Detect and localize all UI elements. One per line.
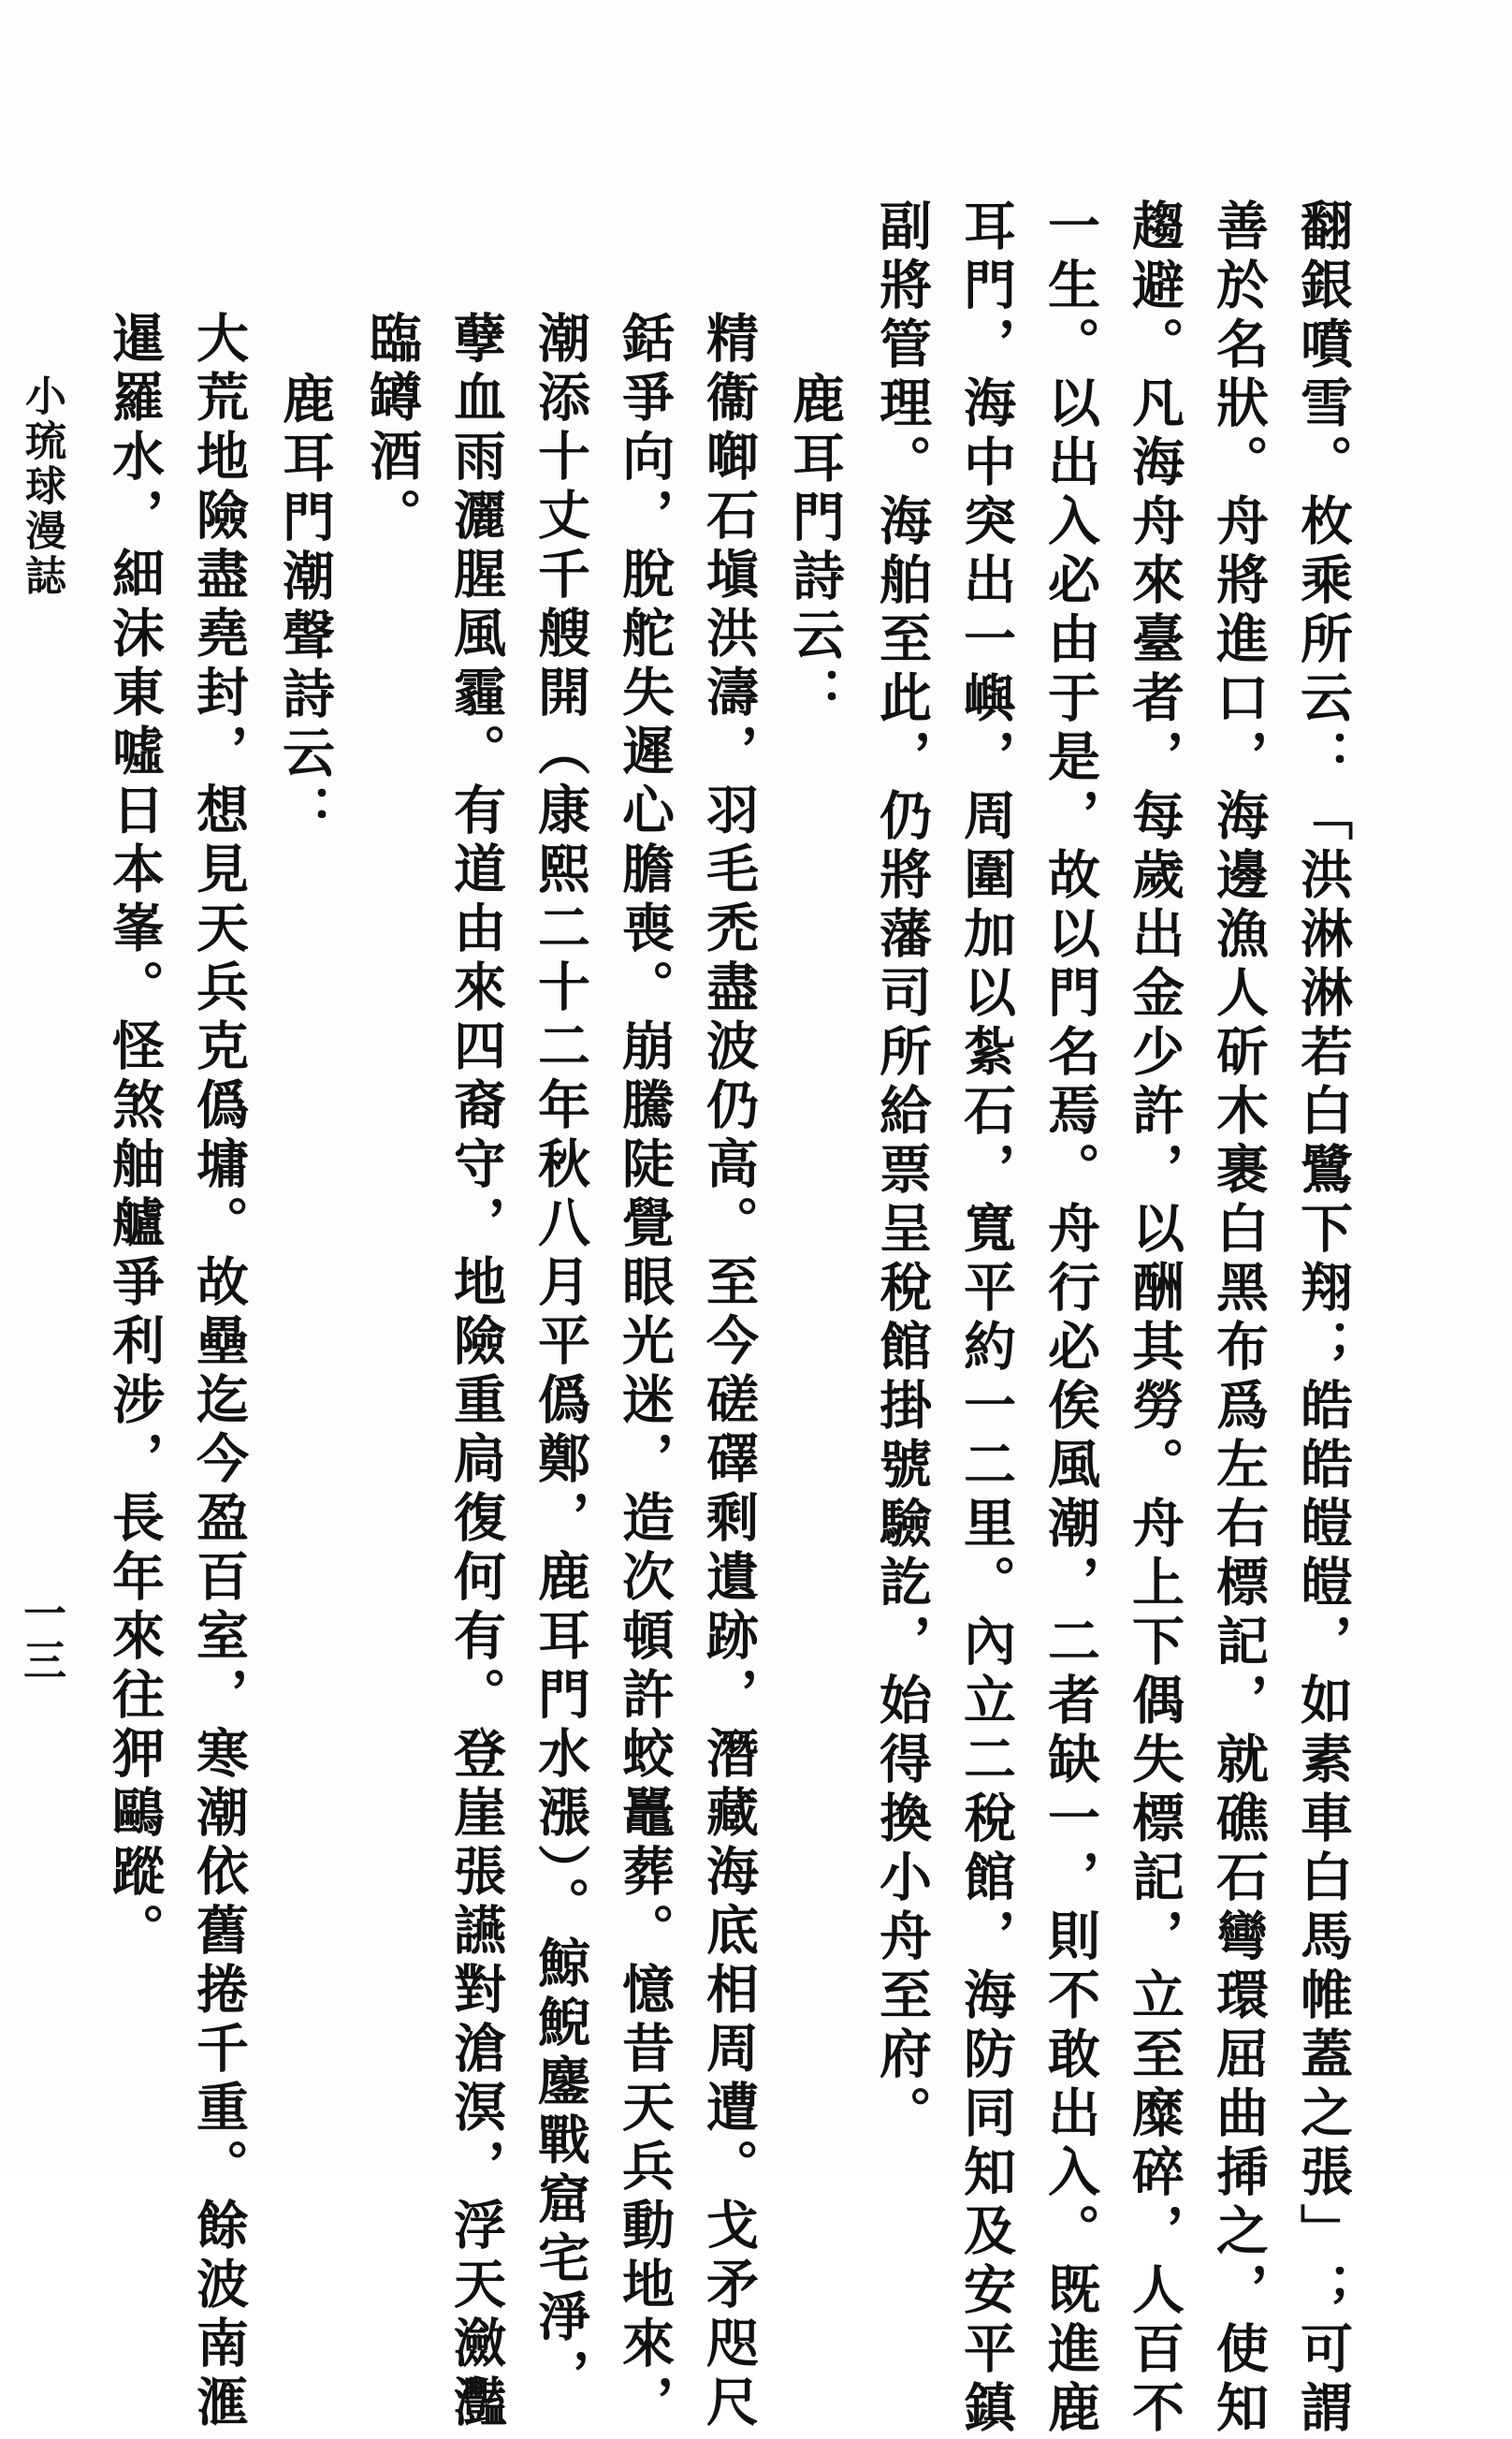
text-column-3: 趨避。凡海舟來臺者，每歲出金少許，以酬其勞。舟上下偶失標記，立至糜碎，人百不 — [1124, 198, 1185, 2439]
text-column-6: 副將管理。海舶至此，仍將藩司所給票呈稅館掛號驗訖，始得換小舟至府。 — [871, 198, 933, 2144]
page-number: 一三 — [17, 1591, 67, 1685]
text-column-10: 潮添十丈千艘開（康熙二十二年秋八月平僞鄭，鹿耳門水漲）。鯨鯢鏖戰窟宅淨， — [530, 311, 591, 2407]
text-column-2: 善於名狀。舟將進口，海邊漁人斫木裹白黑布爲左右標記，就礁石彎環屈曲揷之，使知 — [1208, 198, 1270, 2439]
text-column-4: 一生。以出入必由于是，故以門名焉。舟行必俟風潮，二者缺一，則不敢出入。既進鹿 — [1040, 198, 1101, 2439]
text-column-15: 暹羅水，細沫東噓日本峯。怪煞舳艫爭利涉，長年來往狎鷗蹤。 — [104, 311, 166, 1962]
text-column-5: 耳門，海中突出一嶼，周圍加以紮石，寬平約一二里。內立二稅館，海防同知及安平鎮 — [955, 198, 1017, 2439]
text-column-14: 大荒地險盡堯封，想見天兵克僞墉。故壘迄今盈百室，寒潮依舊捲千重。餘波南滙 — [188, 311, 250, 2433]
poem-title-2: 鹿耳門潮聲詩云： — [274, 372, 336, 843]
text-column-12: 臨罇酒。 — [361, 311, 423, 547]
text-column-9: 銛爭向，脫舵失遲心膽喪。崩騰陡覺眼光迷，造次頓許蛟鼉葬。憶昔天兵動地來， — [614, 311, 676, 2433]
poem-title-1: 鹿耳門詩云： — [784, 372, 846, 725]
text-column-1: 翻銀噴雪。枚乘所云：「洪淋淋若白鷺下翔；皓皓皚皚，如素車白馬帷蓋之張」；可謂 — [1292, 198, 1354, 2439]
text-column-8: 精衞啣石塡洪濤，羽毛禿盡波仍高。至今磋礋剩遺跡，潛藏海底相周遭。戈矛咫尺 — [698, 311, 760, 2433]
text-column-11: 孽血雨灑腥風霾。有道由來四裔守，地險重扃復何有。登崖張讌對滄溟，浮天瀲灩 — [445, 311, 507, 2433]
running-title: 小琉球漫誌 — [18, 374, 65, 599]
